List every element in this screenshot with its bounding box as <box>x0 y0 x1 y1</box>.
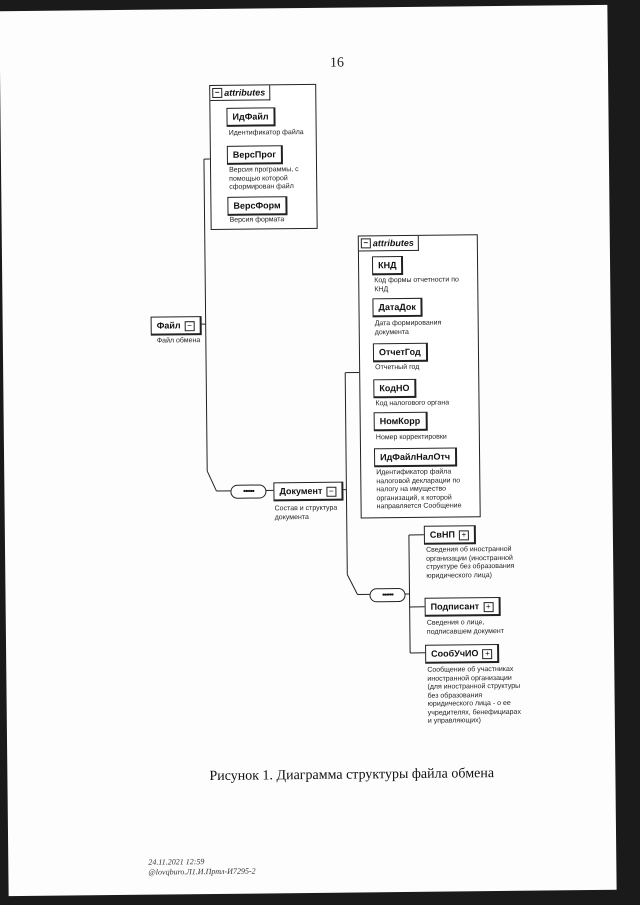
document-attributes-group <box>358 234 481 518</box>
child-element-description: Сведения об иностранной организации (иностранной структуре без образования юридического лица) <box>426 545 515 580</box>
scanned-page <box>0 5 617 896</box>
attribute-node[interactable]: ОтчетГод <box>373 343 428 363</box>
file-attributes-header[interactable]: − attributes <box>210 85 270 101</box>
document-description: Состав и структура документа <box>274 504 338 521</box>
collapse-icon[interactable]: − <box>185 321 195 331</box>
attribute-node[interactable]: ВерсФорм <box>227 196 287 216</box>
attribute-description: Код формы отчетности по КНД <box>374 276 459 293</box>
figure-caption: Рисунок 1. Диаграмма структуры файла обмена <box>209 766 495 785</box>
root-element-name: Файл <box>156 320 181 331</box>
root-element-description: Файл обмена <box>156 337 201 345</box>
attribute-node[interactable]: КодНО <box>373 379 416 398</box>
footer-timestamp: 24.11.2021 12:59 <box>148 857 205 867</box>
attribute-node[interactable]: ИдФайл <box>226 107 275 127</box>
page-number: 16 <box>329 55 345 71</box>
sequence-compositor[interactable]: •••••• <box>369 588 405 602</box>
attribute-description: Дата формирования документа <box>374 319 442 336</box>
attribute-description: Отчетный год <box>375 363 420 372</box>
expand-icon[interactable]: + <box>483 602 493 612</box>
child-element-name: Подписант <box>430 601 480 612</box>
attribute-node[interactable]: КНД <box>372 256 404 275</box>
attribute-node[interactable]: НомКорр <box>374 412 428 432</box>
attribute-description: Идентификатор файла <box>228 129 304 137</box>
document-element-name: Документ <box>279 485 323 497</box>
child-element-description: Сообщение об участниках иностранной организации (для иностранной структуры без образования юридического лица - о ее учредителях, бенефициарах и управляющих) <box>427 665 521 725</box>
attribute-description: Версия формата <box>229 216 285 224</box>
child-element-podpisant[interactable] <box>425 597 501 617</box>
attribute-node[interactable]: ВерсПрог <box>227 145 283 165</box>
footer-source: @lovqburo.Л1.И.Пртл-И7295-2 <box>148 866 256 877</box>
document-attributes-header[interactable]: − attributes <box>359 236 419 252</box>
collapse-icon[interactable]: − <box>361 238 371 248</box>
attribute-description: Код налогового органа <box>375 399 450 408</box>
child-element-svnp[interactable] <box>424 525 476 545</box>
expand-icon[interactable]: + <box>459 530 469 540</box>
collapse-icon[interactable]: − <box>326 487 336 497</box>
child-element-description: Сведения о лице, подписавшем документ <box>426 619 504 636</box>
attribute-node[interactable]: ДатаДок <box>372 298 423 318</box>
child-element-soobuchio[interactable] <box>425 644 500 664</box>
sequence-compositor[interactable]: •••••• <box>230 484 266 498</box>
attribute-description: Номер корректировки <box>375 433 447 442</box>
document-element[interactable] <box>273 482 343 502</box>
attribute-node[interactable]: ИдФайлНалОтч <box>374 447 457 467</box>
file-attributes-group <box>209 84 318 230</box>
root-element[interactable] <box>151 316 202 336</box>
child-element-name: СообУчИО <box>431 648 479 659</box>
attribute-description: Версия программы, с помощью которой сформирован файл <box>229 166 299 191</box>
attribute-description: Идентификатор файла налоговой декларации по налогу на имущество организаций, к которой направляется Сообщение <box>376 468 462 511</box>
collapse-icon[interactable]: − <box>212 88 222 98</box>
expand-icon[interactable]: + <box>482 649 492 659</box>
child-element-name: СвНП <box>429 529 455 540</box>
